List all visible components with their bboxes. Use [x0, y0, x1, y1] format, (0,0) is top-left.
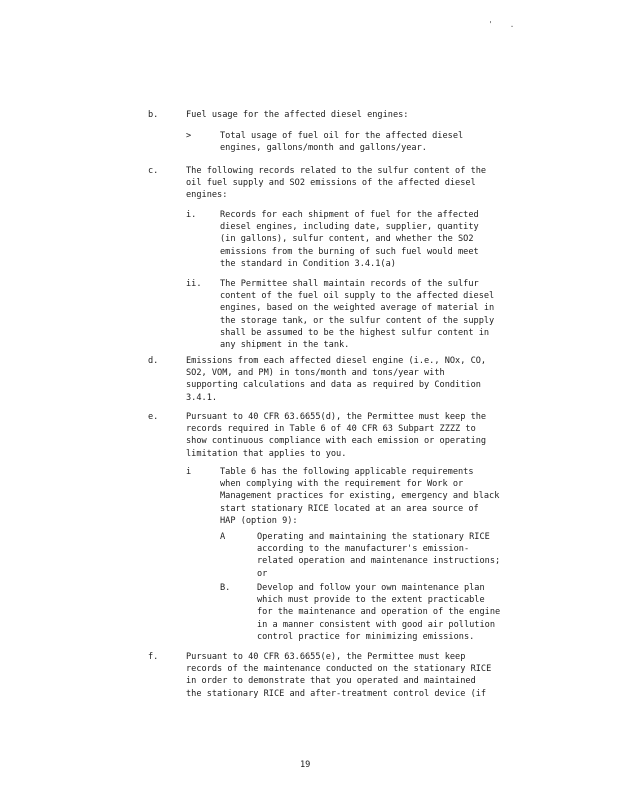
- text-line: Total usage of fuel oil for the affected diesel: [220, 131, 464, 141]
- item-label-e-i: i: [186, 467, 192, 477]
- text-line: control practice for minimizing emissions.: [257, 631, 475, 642]
- text-line: The Permittee shall maintain records of the sulfur: [220, 279, 479, 289]
- item-text-b-upper: [257, 582, 500, 643]
- text-line: Pursuant to 40 CFR 63.6655(e), the Permittee must keep: [186, 652, 466, 662]
- text-line: Management practices for existing, emergency and black: [220, 491, 500, 502]
- text-line: supporting calculations and data as required by Condition: [186, 380, 481, 391]
- item-label-bullet: >: [186, 131, 192, 141]
- item-label-a: A: [220, 532, 226, 542]
- text-line: Emissions from each affected diesel engine (i.e., NOx, CO,: [186, 356, 487, 366]
- text-line: when complying with the requirement for Work or: [220, 479, 464, 490]
- item-text-bullet: [220, 130, 463, 154]
- text-line: Develop and follow your own maintenance plan: [257, 583, 485, 593]
- text-line: engines, based on the weighted average of material in: [220, 303, 495, 314]
- text-line: records required in Table 6 of 40 CFR 63 Subpart ZZZZ to: [186, 424, 476, 435]
- text-line: engines:: [186, 190, 228, 201]
- text-line: shall be assumed to be the highest sulfur content in: [220, 327, 490, 338]
- text-line: Records for each shipment of fuel for the affected: [220, 210, 479, 220]
- item-label-c-i: i.: [186, 210, 197, 220]
- item-text-c-ii: [220, 278, 494, 351]
- item-label-c-ii: ii.: [186, 279, 202, 289]
- item-text-d: [186, 355, 486, 404]
- text-line: 3.4.1.: [186, 392, 218, 403]
- text-line: any shipment in the tank.: [220, 340, 350, 351]
- text-line: the stationary RICE and after-treatment control device (if: [186, 688, 487, 699]
- header-mark: ' .: [488, 20, 521, 29]
- text-line: the storage tank, or the sulfur content of the supply: [220, 315, 495, 326]
- text-line: Table 6 has the following applicable requirements: [220, 467, 474, 477]
- text-line: Pursuant to 40 CFR 63.6655(d), the Permittee must keep the: [186, 412, 487, 422]
- text-line: emissions from the burning of such fuel would meet: [220, 246, 479, 257]
- text-line: records of the maintenance conducted on the stationary RICE: [186, 664, 492, 675]
- text-line: Operating and maintaining the stationary RICE: [257, 532, 490, 542]
- text-line: according to the manufacturer's emission-: [257, 544, 470, 555]
- text-line: HAP (option 9):: [220, 515, 298, 526]
- item-label-b-upper: B.: [220, 583, 231, 593]
- item-text-e: [186, 411, 486, 460]
- text-line: SO2, VOM, and PM) in tons/month and tons/year with: [186, 368, 445, 379]
- text-line: in order to demonstrate that you operated and maintained: [186, 676, 476, 687]
- text-line: engines, gallons/month and gallons/year.: [220, 143, 427, 154]
- text-line: limitation that applies to you.: [186, 448, 347, 459]
- item-text-c: [186, 165, 486, 202]
- item-label-f: f.: [148, 652, 159, 662]
- text-line: show continuous compliance with each emission or operating: [186, 436, 487, 447]
- text-line: diesel engines, including date, supplier, quantity: [220, 222, 479, 233]
- item-label-e: e.: [148, 412, 159, 422]
- item-text-e-i: [220, 466, 499, 527]
- page-number: 19: [300, 760, 311, 770]
- text-line: oil fuel supply and SO2 emissions of the affected diesel: [186, 178, 476, 189]
- text-line: or: [257, 568, 268, 579]
- text-line: which must provide to the extent practicable: [257, 595, 485, 606]
- item-label-d: d.: [148, 356, 159, 366]
- text-line: start stationary RICE located at an area source of: [220, 503, 479, 514]
- item-text-a: [257, 531, 500, 580]
- text-line: the standard in Condition 3.4.1(a): [220, 258, 396, 269]
- item-label-b: b.: [148, 110, 159, 120]
- text-line: The following records related to the sulfur content of the: [186, 166, 487, 176]
- item-text-b: [186, 109, 408, 121]
- item-text-c-i: [220, 209, 479, 270]
- item-label-c: c.: [148, 166, 159, 176]
- text-line: content of the fuel oil supply to the affected diesel: [220, 291, 495, 302]
- item-text-f: [186, 651, 491, 700]
- text-line: in a manner consistent with good air pollution: [257, 619, 495, 630]
- text-line: Fuel usage for the affected diesel engines:: [186, 110, 409, 120]
- text-line: for the maintenance and operation of the engine: [257, 607, 501, 618]
- text-line: related operation and maintenance instructions;: [257, 556, 501, 567]
- text-line: (in gallons), sulfur content, and whether the SO2: [220, 234, 474, 245]
